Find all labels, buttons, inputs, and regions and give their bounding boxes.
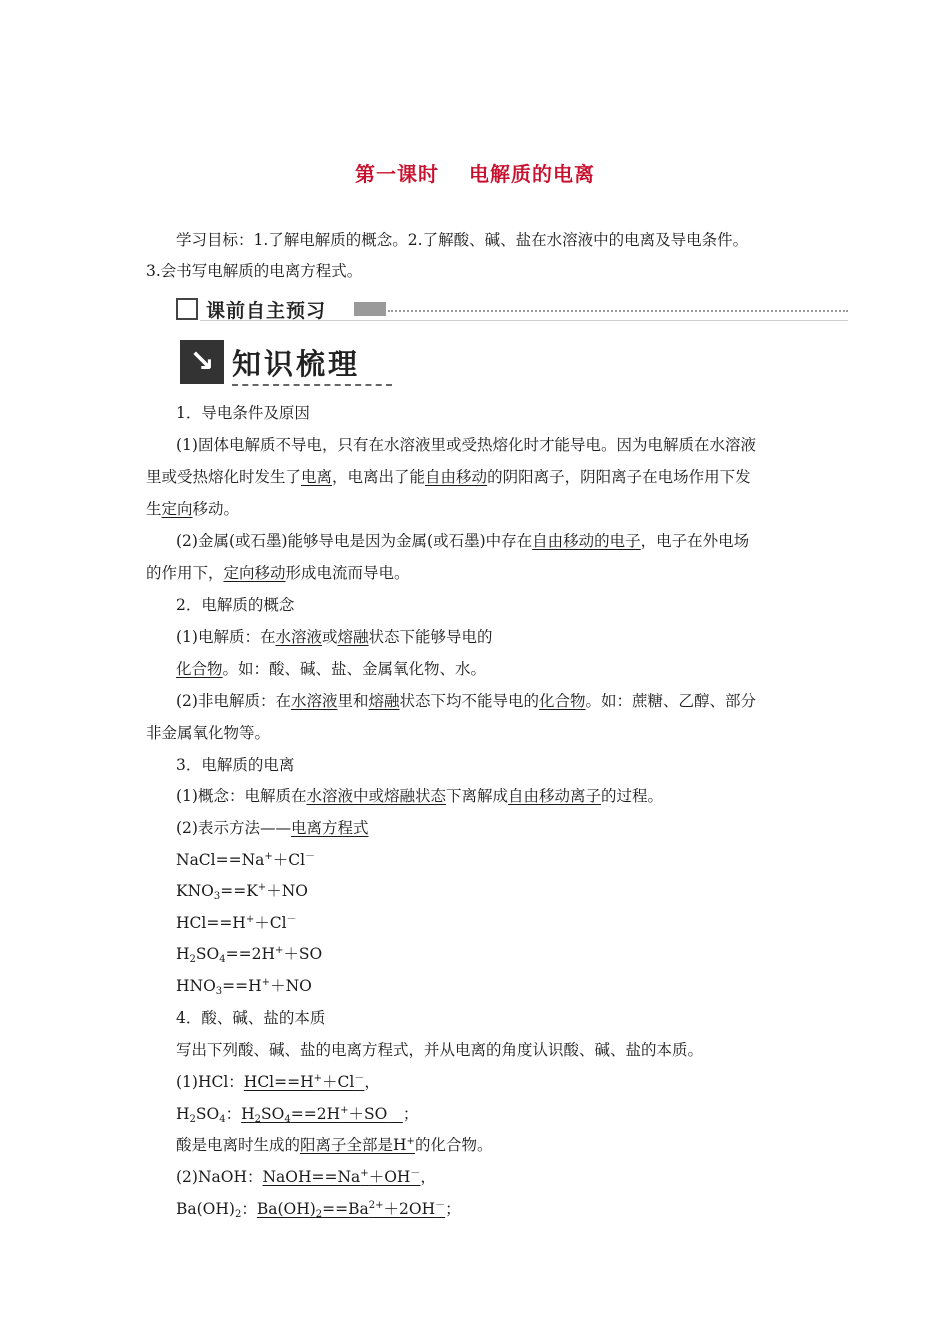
banner-gray-block	[354, 302, 386, 316]
answer-blank: 熔融	[368, 692, 400, 710]
answer-blank: 熔融	[337, 628, 369, 646]
answer-blank: 化合物	[539, 692, 586, 710]
section2-p2-line1: (2)非电解质：在水溶液里和熔融状态下均不能导电的化合物。如：蔗糖、乙醇、部分	[176, 692, 757, 710]
section1-p1-line1: (1)固体电解质不导电，只有在水溶液里或受热熔化时才能导电。因为电解质在水溶液	[176, 436, 756, 454]
section3-p2: (2)表示方法——电离方程式	[176, 819, 369, 837]
equation-h2so4: $H_2SO_4==2H^++SO$	[176, 945, 323, 965]
banner-knowledge-label: 知识梳理	[232, 347, 361, 381]
acid-h2so4-line: $H_2SO_4$：$H_2SO_4==2H^++SO$ ；	[176, 1105, 419, 1125]
section4-heading: 4．酸、碱、盐的本质	[176, 1009, 326, 1027]
banner-preview-label: 课前自主预习	[206, 300, 327, 322]
base-naoh-line: (2)NaOH：NaOH==Na+＋OH－，	[176, 1168, 436, 1186]
section2-p1-line2: 化合物。如：酸、碱、盐、金属氧化物、水。	[176, 660, 487, 678]
answer-blank: 定向	[161, 500, 193, 518]
answer-blank: 水溶液	[275, 628, 322, 646]
answer-blank: $H_2SO_4==2H^++SO$	[241, 1105, 388, 1125]
answer-blank: 电离	[301, 468, 333, 486]
section1-p2-line2: 的作用下，定向移动形成电流而导电。	[146, 564, 410, 582]
section1-p1-line2: 里或受热熔化时发生了电离，电离出了能自由移动的阴阳离子，阴阳离子在电场作用下发	[146, 468, 751, 486]
equation-hcl: HCl==H+＋Cl－	[176, 914, 297, 932]
answer-blank: 自由移动	[425, 468, 488, 486]
section4-intro: 写出下列酸、碱、盐的电离方程式，并从电离的角度认识酸、碱、盐的本质。	[176, 1041, 704, 1059]
arrow-down-right-icon: ↘	[180, 340, 224, 384]
answer-blank: 化合物	[176, 660, 223, 678]
acid-hcl-line: (1)HCl：HCl==H+＋Cl－，	[176, 1073, 380, 1091]
equation-kno3: $KNO_3==K^++NO$	[176, 882, 308, 902]
banner-dotted-rule	[388, 310, 848, 312]
section3-heading: 3．电解质的电离	[176, 756, 295, 774]
answer-blank: 水溶液中或熔融状态	[306, 787, 446, 805]
banner-base-rule	[200, 320, 848, 321]
answer-blank: 阳离子全部是H+	[300, 1136, 415, 1154]
section-banner-knowledge	[180, 340, 392, 388]
section2-p1-line1: (1)电解质：在水溶液或熔融状态下能够导电的	[176, 628, 493, 646]
section-banner-preview	[176, 296, 848, 322]
section2-heading: 2．电解质的概念	[176, 596, 295, 614]
objectives-line-2: 3.会书写电解质的电离方程式。	[146, 262, 363, 280]
answer-blank: HCl==H+＋Cl－	[243, 1073, 365, 1091]
equation-nacl: NaCl==Na+＋Cl－	[176, 851, 316, 869]
banner-dashed-rule	[232, 384, 392, 386]
section1-heading: 1．导电条件及原因	[176, 404, 310, 422]
title-lesson: 第一课时	[355, 162, 439, 186]
section3-p1: (1)概念：电解质在水溶液中或熔融状态下离解成自由移动离子的过程。	[176, 787, 664, 805]
section1-p1-line3: 生定向移动。	[146, 500, 240, 518]
answer-blank: 自由移动离子	[508, 787, 602, 805]
answer-blank: 自由移动的电子	[532, 532, 641, 550]
answer-blank: 定向移动	[223, 564, 286, 582]
answer-blank: NaOH==Na+＋OH－	[262, 1168, 421, 1186]
base-baoh2-line: $Ba(OH)_2$：$Ba(OH)_2==Ba^{2+}+2OH^-$；	[176, 1200, 461, 1220]
acid-definition: 酸是电离时生成的阳离子全部是H+的化合物。	[176, 1136, 493, 1154]
objectives-line-1: 学习目标：1.了解电解质的概念。2.了解酸、碱、盐在水溶液中的电离及导电条件。	[176, 231, 749, 249]
title-topic: 电解质的电离	[469, 162, 595, 186]
equation-hno3: $HNO_3==H^++NO$	[176, 977, 312, 997]
answer-blank: $Ba(OH)_2==Ba^{2+}+2OH^-$	[256, 1200, 446, 1220]
arrow-box-icon	[176, 298, 198, 320]
answer-blank: 电离方程式	[290, 819, 369, 837]
section1-p2-line1: (2)金属(或石墨)能够导电是因为金属(或石墨)中存在自由移动的电子，电子在外电场	[176, 532, 750, 550]
section2-p2-line2: 非金属氧化物等。	[146, 724, 271, 742]
answer-blank: 水溶液	[290, 692, 338, 710]
page-title	[0, 158, 950, 187]
